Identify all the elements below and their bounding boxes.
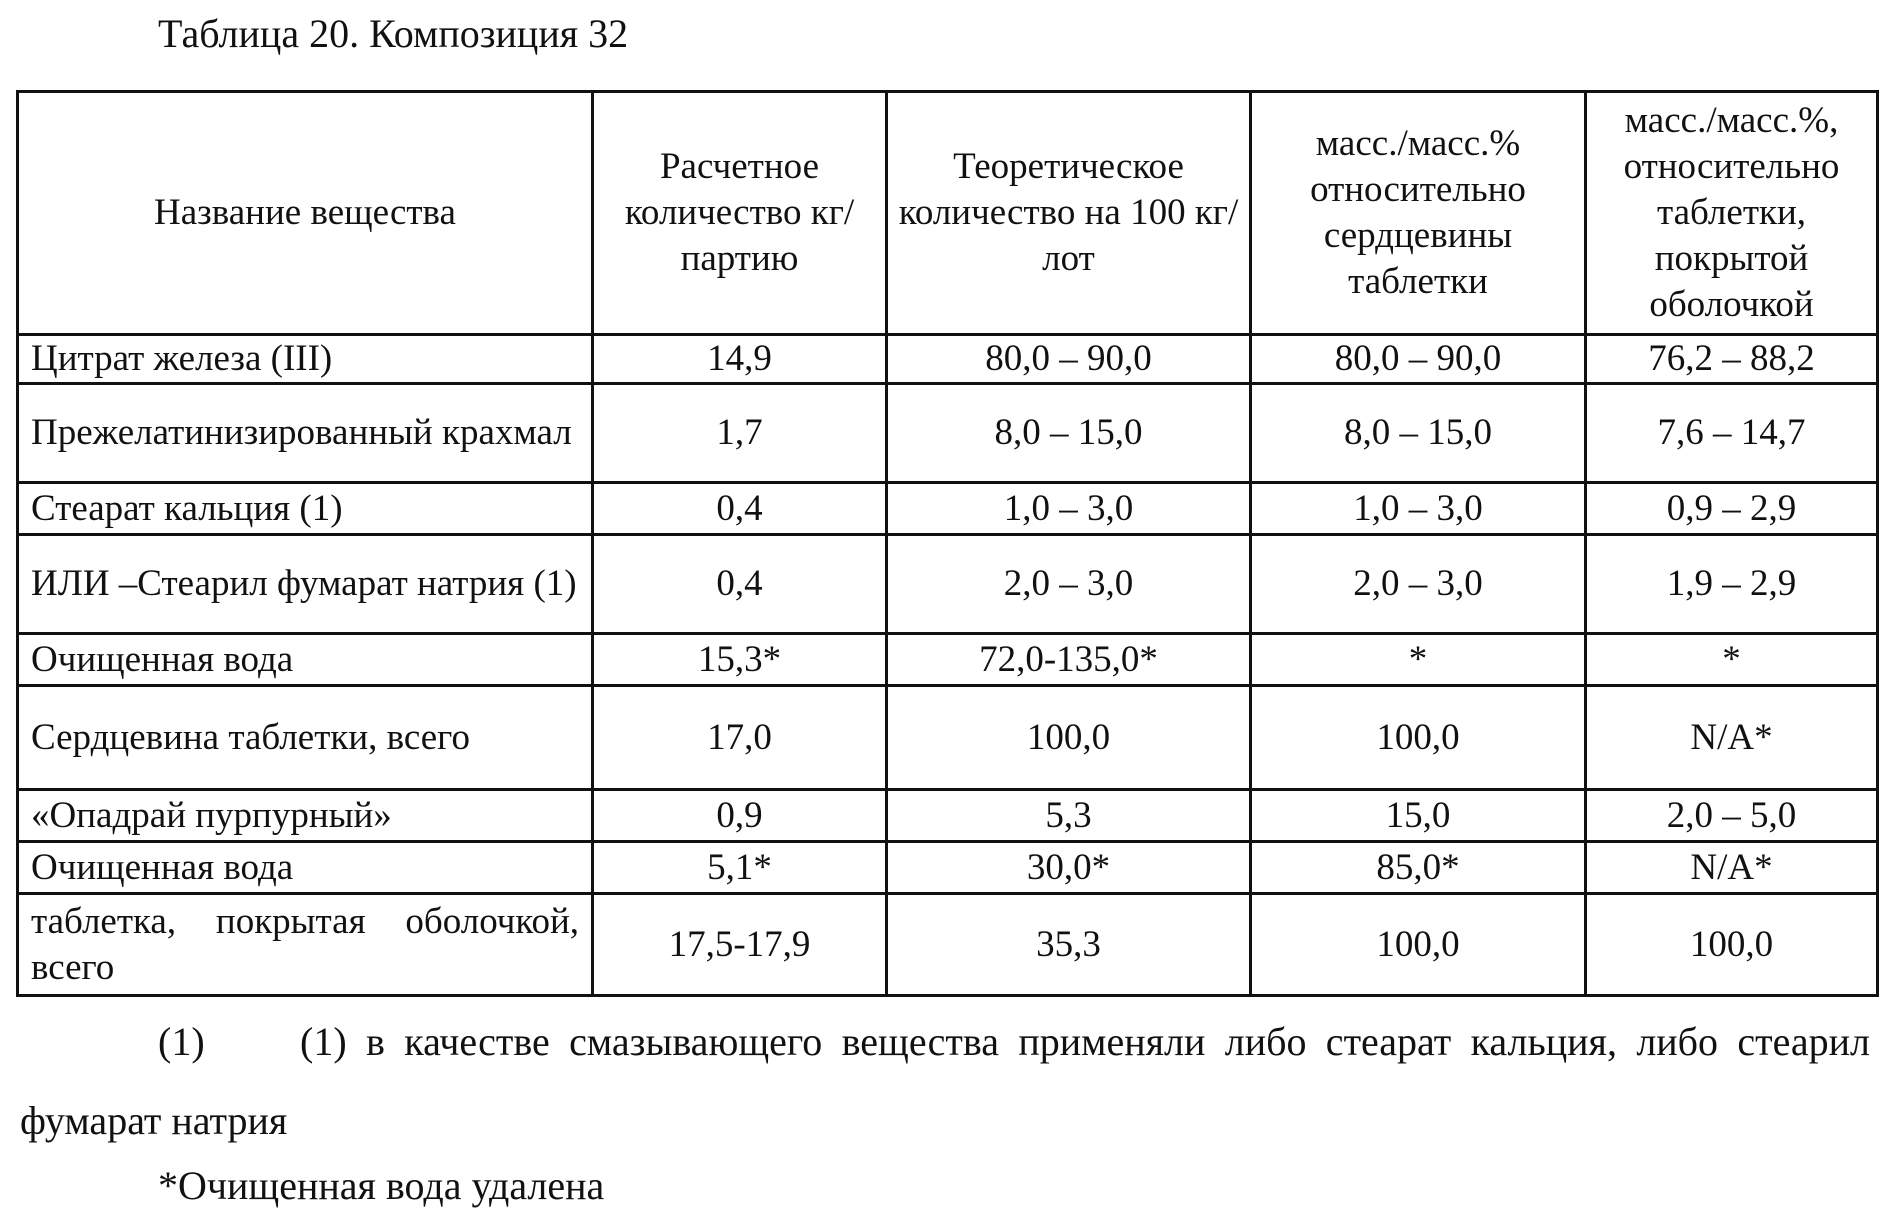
header-row: [18, 92, 1878, 335]
theoretical-amount: 5,3: [887, 790, 1251, 842]
calculated-amount: 0,4: [593, 483, 887, 535]
calculated-amount: 17,0: [593, 686, 887, 790]
table-row: [18, 634, 1878, 686]
theoretical-amount: 30,0*: [887, 842, 1251, 894]
substance-name: Сердцевина таблетки, всего: [18, 686, 593, 790]
table-row: [18, 686, 1878, 790]
table-row: [18, 842, 1878, 894]
theoretical-amount: 1,0 – 3,0: [887, 483, 1251, 535]
header-coated-percent: масс./масс.%, относительно таблетки, покрытой оболочкой: [1586, 92, 1878, 335]
footnote-water-removed: *Очищенная вода удалена: [158, 1163, 605, 1208]
table-caption: Таблица 20. Композиция 32: [158, 11, 629, 56]
core-percent: 100,0: [1251, 686, 1586, 790]
footnote-lubricant: [20, 1002, 1870, 1160]
header-calculated-amount: Расчетное количество кг/партию: [593, 92, 887, 335]
substance-name: ИЛИ –Стеарил фумарат натрия (1): [18, 535, 593, 634]
calculated-amount: 0,4: [593, 535, 887, 634]
calculated-amount: 17,5-17,9: [593, 894, 887, 996]
coated-percent: 2,0 – 5,0: [1586, 790, 1878, 842]
substance-name: таблетка, покрытая оболочкой, всего: [18, 894, 593, 996]
theoretical-amount: 8,0 – 15,0: [887, 384, 1251, 483]
substance-name: Прежелатинизированный крахмал: [18, 384, 593, 483]
footnote-lubricant-text: (1) в качестве смазывающего вещества применяли либо стеарат кальция, либо стеарил фумарат натрия: [20, 1019, 1870, 1143]
core-percent: 80,0 – 90,0: [1251, 335, 1586, 384]
core-percent: 85,0*: [1251, 842, 1586, 894]
header-substance-name: Название вещества: [18, 92, 593, 335]
substance-name: Очищенная вода: [18, 634, 593, 686]
table-row: [18, 790, 1878, 842]
theoretical-amount: 72,0-135,0*: [887, 634, 1251, 686]
core-percent: 2,0 – 3,0: [1251, 535, 1586, 634]
header-core-percent: масс./масс.% относительно сердцевины таблетки: [1251, 92, 1586, 335]
header-theoretical-amount: Теоретическое количество на 100 кг/лот: [887, 92, 1251, 335]
coated-percent: 100,0: [1586, 894, 1878, 996]
substance-name: Стеарат кальция (1): [18, 483, 593, 535]
calculated-amount: 5,1*: [593, 842, 887, 894]
calculated-amount: 14,9: [593, 335, 887, 384]
table-row: [18, 894, 1878, 996]
coated-percent: *: [1586, 634, 1878, 686]
substance-name: «Опадрай пурпурный»: [18, 790, 593, 842]
coated-percent: 7,6 – 14,7: [1586, 384, 1878, 483]
core-percent: 1,0 – 3,0: [1251, 483, 1586, 535]
composition-table: [16, 90, 1879, 997]
theoretical-amount: 80,0 – 90,0: [887, 335, 1251, 384]
coated-percent: N/A*: [1586, 686, 1878, 790]
calculated-amount: 0,9: [593, 790, 887, 842]
core-percent: 8,0 – 15,0: [1251, 384, 1586, 483]
footnote-number: (1): [158, 1019, 205, 1064]
calculated-amount: 1,7: [593, 384, 887, 483]
core-percent: 100,0: [1251, 894, 1586, 996]
theoretical-amount: 2,0 – 3,0: [887, 535, 1251, 634]
table-row: [18, 535, 1878, 634]
table-row: [18, 483, 1878, 535]
theoretical-amount: 100,0: [887, 686, 1251, 790]
core-percent: 15,0: [1251, 790, 1586, 842]
table-row: [18, 384, 1878, 483]
substance-name: Цитрат железа (III): [18, 335, 593, 384]
coated-percent: 1,9 – 2,9: [1586, 535, 1878, 634]
core-percent: *: [1251, 634, 1586, 686]
calculated-amount: 15,3*: [593, 634, 887, 686]
theoretical-amount: 35,3: [887, 894, 1251, 996]
coated-percent: N/A*: [1586, 842, 1878, 894]
coated-percent: 0,9 – 2,9: [1586, 483, 1878, 535]
substance-name: Очищенная вода: [18, 842, 593, 894]
table-row: [18, 335, 1878, 384]
coated-percent: 76,2 – 88,2: [1586, 335, 1878, 384]
